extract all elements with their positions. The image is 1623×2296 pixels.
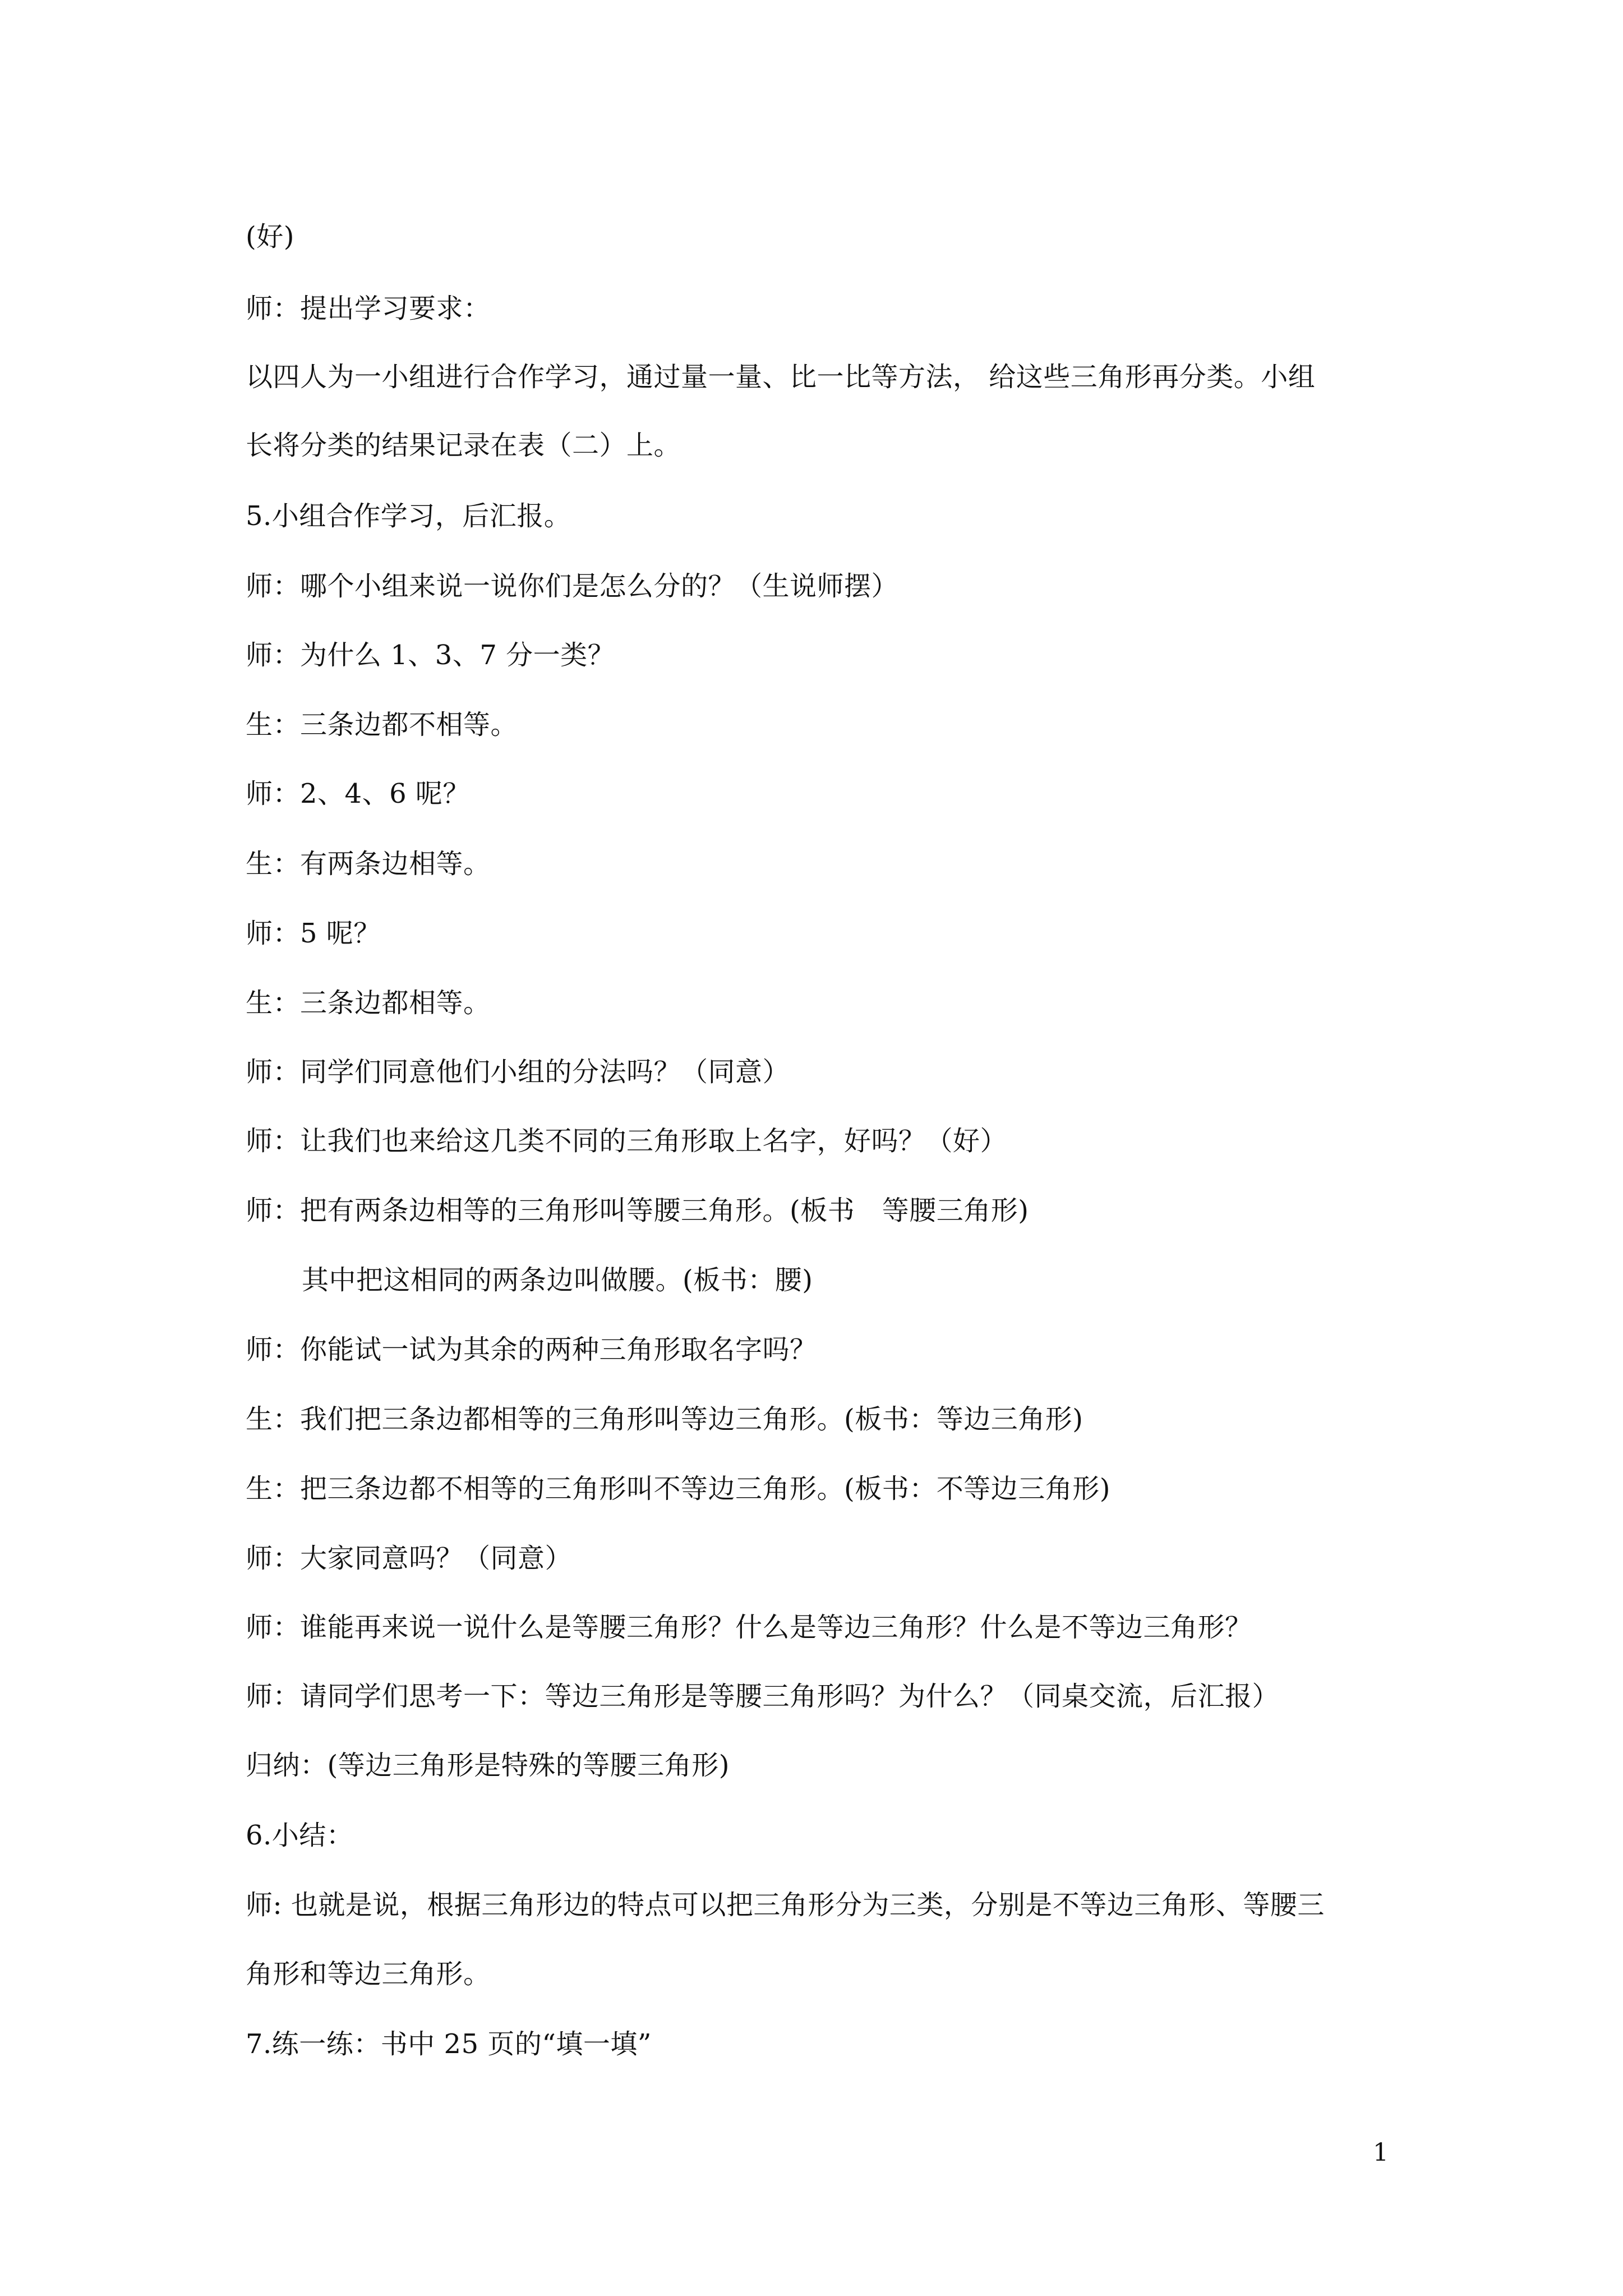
text-line-26: 角形和等边三角形。 [246,1958,491,1990]
text-line-8: 生：三条边都不相等。 [246,709,518,740]
text-line-4: 长将分类的结果记录在表（二）上。 [246,430,681,461]
text-line-19: 生：把三条边都不相等的三角形叫不等边三角形。(板书：不等边三角形) [246,1473,1110,1504]
text-line-5: 5.小组合作学习，后汇报。 [246,500,571,532]
text-line-25: 师: 也就是说，根据三角形边的特点可以把三角形分为三类，分别是不等边三角形、等腰三 [246,1889,1325,1921]
text-line-17: 师：你能试一试为其余的两种三角形取名字吗？ [246,1334,817,1365]
text-line-1: (好) [246,221,294,252]
text-line-7: 师：为什么 1、3、7 分一类？ [246,639,615,671]
text-line-21: 师：谁能再来说一说什么是等腰三角形？什么是等边三角形？什么是不等边三角形？ [246,1612,1252,1643]
text-line-23: 归纳：(等边三角形是特殊的等腰三角形) [246,1750,730,1781]
text-line-14: 师：让我们也来给这几类不同的三角形取上名字，好吗？（好） [246,1125,1008,1157]
text-line-9: 师：2、4、6 呢？ [246,778,470,809]
text-line-18: 生：我们把三条边都相等的三角形叫等边三角形。(板书：等边三角形) [246,1404,1083,1435]
text-line-27: 7.练一练：书中 25 页的“填一填” [246,2028,652,2060]
text-line-15: 师：把有两条边相等的三角形叫等腰三角形。(板书 等腰三角形) [246,1195,1029,1226]
text-line-10: 生：有两条边相等。 [246,848,491,880]
page-number: 1 [1373,2138,1389,2167]
text-line-2: 师：提出学习要求： [246,293,491,324]
text-line-12: 生：三条边都相等。 [246,987,491,1019]
text-line-24: 6.小结： [246,1820,354,1851]
text-line-11: 师：5 呢？ [246,918,381,949]
text-line-3: 以四人为一小组进行合作学习，通过量一量、比一比等方法， 给这些三角形再分类。小组 [246,361,1316,393]
text-line-22: 师：请同学们思考一下：等边三角形是等腰三角形吗？为什么？（同桌交流，后汇报） [246,1681,1280,1712]
text-line-13: 师：同学们同意他们小组的分法吗？（同意） [246,1056,790,1088]
text-line-6: 师：哪个小组来说一说你们是怎么分的？（生说师摆） [246,570,899,602]
text-line-20: 师：大家同意吗？（同意） [246,1543,573,1574]
text-line-16: 其中把这相同的两条边叫做腰。(板书：腰) [302,1264,813,1296]
